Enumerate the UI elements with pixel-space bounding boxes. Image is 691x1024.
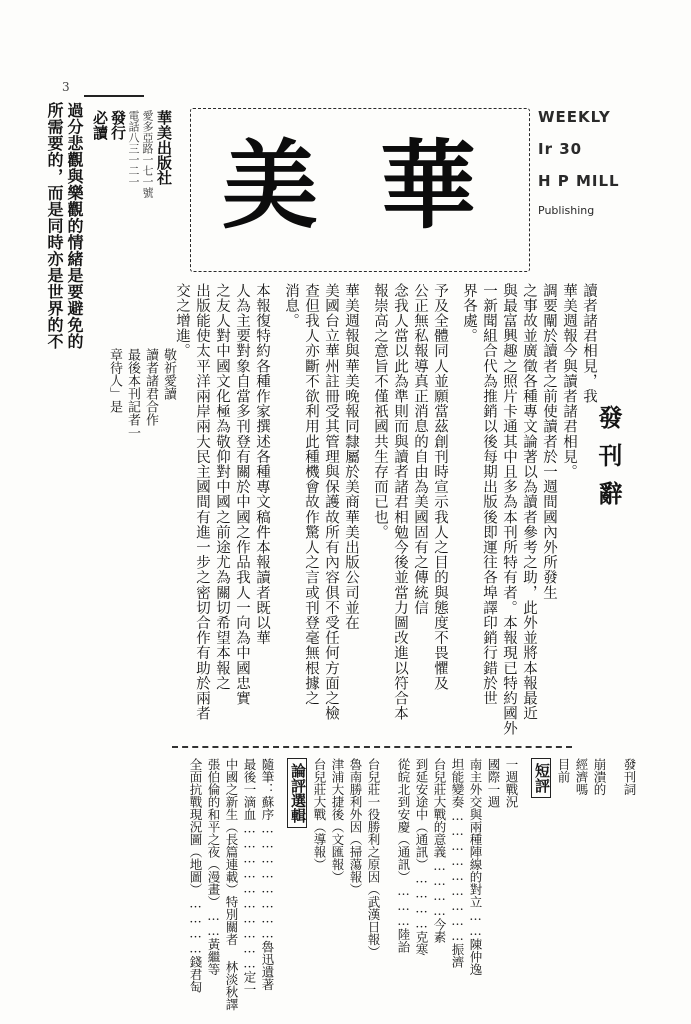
article-body [172,283,597,736]
body-column: 出版能使太平洋兩岸兩大民主國間有進一步之密切合作有助於兩者 [194,283,210,721]
publisher-address: 愛多亞路一七一號 [141,110,154,198]
toc-item: 國際一週 [486,758,501,808]
body-column: 讀者諸君相見，我 [581,283,597,404]
toc-item: 發刊詞 [622,758,637,796]
english-line: H P MILL [538,172,620,190]
publisher-info [92,110,171,282]
toc-item: 到延安途中（通訊）…………克寒 [414,758,429,956]
english-masthead [538,108,648,268]
toc-item: 魯南勝利外因（掃蕩報） [348,758,363,896]
body-column: 予及全體同人並願當茲創刊時宣示我人之目的與態度不畏懼及 [432,283,448,691]
closing-fragment [108,348,175,468]
closing-line: 敬祈愛讀 [161,348,176,400]
toc-item: 張伯倫的和平之夜（漫畫）……黃繼等 [206,758,221,976]
toc-section-lunping: 論評選輯 [287,758,307,828]
toc-item: 目前 [556,758,571,783]
closing-line: 讀者諸君合作 [143,348,158,426]
body-column: 查但我人亦斷不欲利用此種機會故作驚人之言或刊登毫無根據之 [303,283,319,706]
body-column: 華美週報與華美晚報同隸屬於美商華美出版公司並在 [343,283,359,631]
english-line: WEEKLY [538,108,611,126]
toc-item: 坦能變奏………………………振濟 [450,758,465,968]
body-column: 一新聞組合代為推銷以後每期出版後即運往各埠譯印銷行錯於世 [481,283,497,706]
english-line: Ir 30 [538,140,583,158]
toc-item: 最後一滴血…………………………定一 [242,758,257,996]
toc-item: 台兒莊一役勝利之原因（武漢日報） [366,758,381,958]
english-line: Publishing [538,204,595,217]
section-divider [172,746,572,748]
body-column: 交之增進。 [174,283,190,359]
left-partial-columns [45,102,84,350]
toc-item: 一週戰況 [504,758,519,808]
toc-item: 隨筆：蘇序……………………魯迅遺著 [260,758,275,991]
body-column: 念我人當以此為準則而與讀者諸君相勉今後並當力圖改進以符合本 [392,283,408,721]
column-gap [450,283,456,723]
masthead-title: 美華 [222,130,538,242]
closing-line: 最後本刊記者一 [125,348,140,439]
toc-item: 台兒莊大戰的意義…………今素 [432,758,447,943]
publisher-name: 華美出版社 [155,110,173,185]
table-of-contents [185,758,637,1011]
publisher-slogan: 必讀 [91,110,109,140]
left-partial-line: 所需要的，而是同時亦是世界的不 [45,102,64,350]
toc-item: 中國之新生（長篇連載）特別關者 林淡秋譯 [224,758,239,1011]
body-column: 之事故並廣徵各種專文論著以為讀者參考之助，此外並將本報最近 [521,283,537,721]
body-column: 界各處。 [461,283,477,344]
toc-item: 津浦大捷後（文匯報） [330,758,345,883]
left-partial-line: 過分悲觀與樂觀的情緒是要避免的 [65,102,84,350]
article-heading: 發刊辭 [594,405,623,519]
body-column: 人為主要對象自當多刊登有關於中國之作品我人一向為中國忠實 [234,283,250,706]
body-column: 報崇高之意旨不僅祇國共生存而已也。 [372,283,388,540]
top-rule [84,95,144,97]
body-column: 與最富興趣之照片卡通其中且多為本刊所特有者。本報現已特約國外 [501,283,517,736]
body-column: 消息。 [283,283,299,329]
toc-item: 從皖北到安慶（通訊）………陸詒 [396,758,411,953]
body-column: 之友人對中國文化極為敬仰對中國之前途尤為關切希望本報之 [214,283,230,691]
body-column: 公正無私報導真正消息的自由為美國固有之傳統信 [412,283,428,616]
toc-item: 南主外交與兩種陣線的對立……陳仲逸 [468,758,483,976]
toc-spacer [381,758,391,980]
body-column: 調要闡於讀者之前使讀者於一週間國內外所發生 [541,283,557,601]
page-number: 3 [62,80,70,94]
toc-item: 台兒莊大戰（導報） [312,758,327,871]
publisher-label: 發行 [109,110,127,140]
toc-spacer [607,758,617,980]
toc-spacer [519,758,529,980]
toc-item: 全面抗戰現況圖（地圖）…………錢君匋 [188,758,203,993]
body-column: 華美週報今與讀者諸君相見。 [561,283,577,480]
toc-section-short: 短評 [531,758,551,798]
toc-item: 崩潰的 [592,758,607,796]
toc-spacer [275,758,285,980]
toc-item: 經濟嗎 [574,758,589,796]
body-column: 本報復特約各種作家撰述各種專文稿件本報讀者既以華 [254,283,270,646]
column-gap [272,283,278,723]
publisher-phone: 電話八三一二一 [127,110,140,187]
column-gap [361,283,367,723]
closing-line: 章待人」是 [107,348,122,413]
body-column: 美國台立華州註冊受其管理與保護故所有內容俱不受任何方面之檢 [323,283,339,721]
